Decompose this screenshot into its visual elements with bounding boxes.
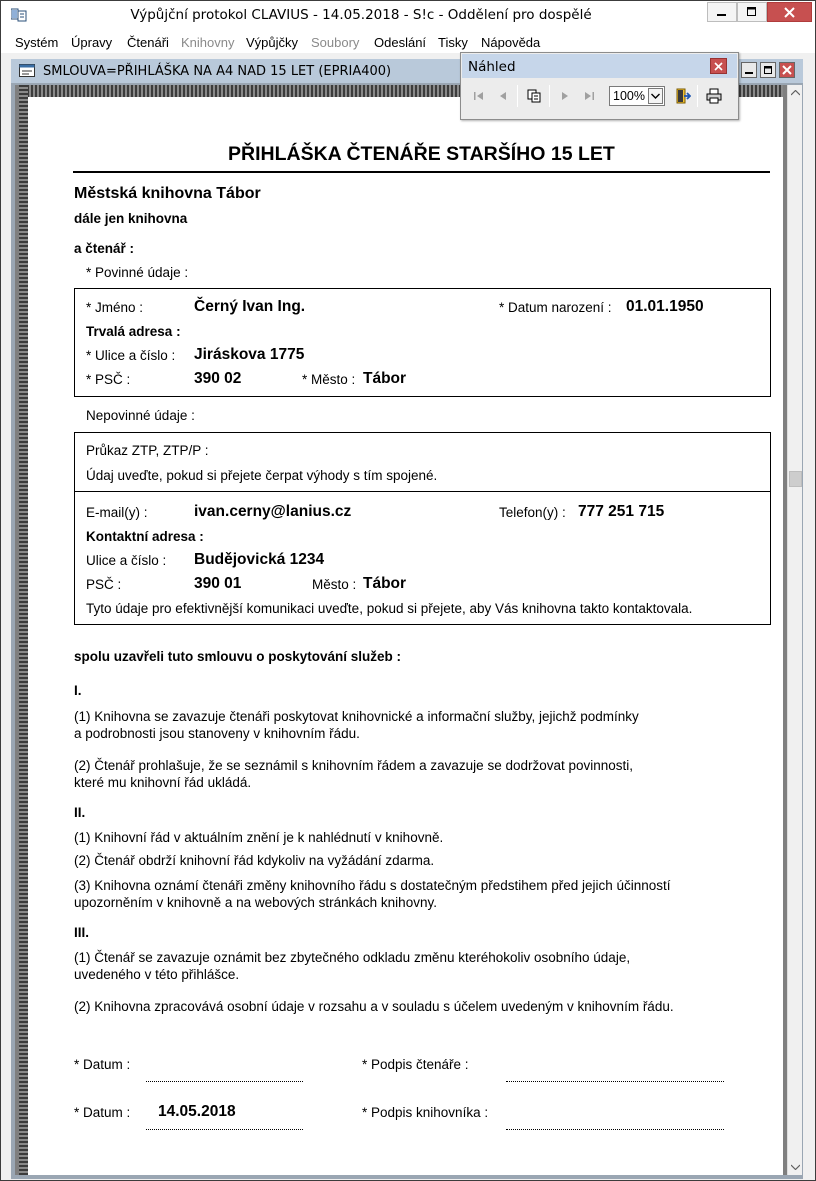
optional-heading: Nepovinné údaje :	[86, 408, 195, 423]
document-title: PŘIHLÁŠKA ČTENÁŘE STARŠÍHO 15 LET	[228, 143, 615, 165]
section3-p2: (2) Knihovna zpracovává osobní údaje v rozsahu a v souladu s účelem uvedeným v knihovním řádu.	[74, 999, 674, 1014]
zip-value: 390 02	[194, 370, 242, 387]
zoom-dropdown-button[interactable]	[648, 88, 663, 104]
chevron-down-icon	[791, 1164, 800, 1170]
close-icon	[780, 63, 794, 77]
print-icon	[706, 88, 722, 104]
library-alias: dále jen knihovna	[74, 211, 188, 226]
next-page-icon	[559, 90, 571, 102]
chevron-down-icon	[651, 93, 660, 99]
menu-napoveda[interactable]: Nápověda	[481, 35, 541, 50]
chevron-up-icon	[791, 90, 800, 96]
minimize-icon	[708, 3, 736, 21]
ztp-note: Údaj uveďte, pokud si přejete čerpat výhody s tím spojené.	[86, 468, 438, 483]
menu-knihovny[interactable]: Knihovny	[181, 35, 235, 50]
next-page-button[interactable]	[555, 86, 575, 106]
title-bar	[1, 1, 815, 31]
date2-value: 14.05.2018	[158, 1103, 236, 1120]
section3-heading: III.	[74, 925, 90, 940]
report-child-window	[11, 59, 803, 1179]
first-page-icon	[473, 90, 485, 102]
contact-street-label: Ulice a číslo :	[86, 553, 167, 568]
name-value: Černý Ivan Ing.	[194, 298, 306, 315]
print-button[interactable]	[704, 86, 724, 106]
first-page-button[interactable]	[469, 86, 489, 106]
reader-intro: a čtenář :	[74, 241, 135, 256]
zoom-value: 100%	[613, 89, 645, 103]
reader-signature-line	[506, 1081, 724, 1082]
child-close-button[interactable]	[779, 62, 795, 78]
toolbar-separator	[697, 85, 698, 107]
email-value: ivan.cerny@lanius.cz	[194, 503, 352, 520]
close-icon	[714, 62, 723, 71]
zip-label: * PSČ :	[86, 372, 131, 387]
window-title: Výpůjční protokol CLAVIUS - 14.05.2018 - S!c - Oddělení pro dospělé	[130, 7, 592, 23]
document	[28, 97, 783, 1175]
contact-zip-label: PSČ :	[86, 577, 122, 592]
contact-city-label: Město :	[312, 577, 357, 592]
city-value: Tábor	[363, 370, 407, 387]
permanent-address-label: Trvalá adresa :	[86, 324, 181, 339]
menu-bar	[1, 31, 815, 53]
preview-page	[28, 97, 783, 1175]
maximize-icon	[738, 3, 766, 21]
close-icon	[768, 3, 811, 21]
child-window-title: SMLOUVA=PŘIHLÁŠKA NA A4 NAD 15 LET (EPRIA400)	[43, 64, 392, 79]
section1-p2-line2: které mu knihovní řád ukládá.	[74, 775, 252, 790]
preview-toolbar-title: Náhled	[468, 59, 516, 75]
section2-p2: (2) Čtenář obdrží knihovní řád kdykoliv na vyžádání zdarma.	[74, 853, 435, 868]
menu-system[interactable]: Systém	[15, 35, 59, 50]
page-shadow	[19, 85, 28, 1175]
street-value: Jiráskova 1775	[194, 346, 305, 363]
menu-soubory[interactable]: Soubory	[311, 35, 360, 50]
section1-heading: I.	[74, 683, 82, 698]
toolbar-separator	[517, 85, 518, 107]
prev-page-button[interactable]	[493, 86, 513, 106]
menu-ctenari[interactable]: Čtenáři	[127, 35, 169, 50]
copy-pages-button[interactable]	[524, 86, 544, 106]
prev-page-icon	[497, 90, 509, 102]
ztp-label: Průkaz ZTP, ZTP/P :	[86, 443, 209, 458]
name-label: * Jméno :	[86, 300, 144, 315]
librarian-signature-line	[506, 1129, 724, 1130]
phone-label: Telefon(y) :	[499, 505, 566, 520]
date2-label: * Datum :	[74, 1105, 131, 1120]
section3-p1-line1: (1) Čtenář se zavazuje oznámit bez zbytečného odkladu změnu kteréhokoliv osobního údaje,	[74, 950, 631, 965]
print-preview-area	[15, 85, 799, 1175]
city-label: * Město :	[302, 372, 356, 387]
zoom-select[interactable]	[609, 86, 665, 106]
copy-pages-icon	[527, 89, 541, 103]
minimize-icon	[742, 63, 756, 77]
last-page-button[interactable]	[579, 86, 599, 106]
library-name: Městská knihovna Tábor	[74, 185, 261, 202]
toolbar-separator	[549, 85, 550, 107]
section1-p2-line1: (2) Čtenář prohlašuje, že se seznámil s knihovním řádem a zavazuje se dodržovat povinnosti,	[74, 758, 634, 773]
section3-p1-line2: uvedeného v této přihlášce.	[74, 967, 240, 982]
preview-toolbar-close-button[interactable]	[710, 58, 727, 74]
minimize-button[interactable]	[707, 2, 737, 22]
contact-address-label: Kontaktní adresa :	[86, 529, 204, 544]
preview-toolbar-title-bar[interactable]	[462, 54, 737, 78]
librarian-signature-label: * Podpis knihovníka :	[362, 1105, 489, 1120]
date-label: * Datum :	[74, 1057, 131, 1072]
email-label: E-mail(y) :	[86, 505, 148, 520]
preview-toolbar	[460, 52, 739, 120]
title-underline	[73, 171, 770, 173]
last-page-icon	[583, 90, 595, 102]
date2-signature-line	[146, 1129, 303, 1130]
section1-p1-line2: a podrobnosti jsou stanoveny v knihovním řádu.	[74, 726, 360, 741]
child-maximize-button[interactable]	[760, 62, 776, 78]
street-label: * Ulice a číslo :	[86, 348, 176, 363]
section2-heading: II.	[74, 805, 86, 820]
menu-upravy[interactable]: Úpravy	[71, 35, 113, 50]
menu-odeslani[interactable]: Odeslání	[374, 35, 427, 50]
birth-value: 01.01.1950	[626, 298, 704, 315]
contact-city-value: Tábor	[363, 575, 407, 592]
contact-street-value: Budějovická 1234	[194, 551, 325, 568]
reader-signature-label: * Podpis čtenáře :	[362, 1057, 469, 1072]
section2-p3-line2: upozorněním v knihovně a na webových stránkách knihovny.	[74, 895, 437, 910]
scroll-thumb[interactable]	[789, 471, 802, 487]
child-minimize-button[interactable]	[741, 62, 757, 78]
vertical-scrollbar[interactable]	[787, 85, 802, 1175]
report-icon[interactable]	[19, 64, 37, 78]
exit-preview-button[interactable]	[673, 86, 693, 106]
scroll-down-button[interactable]	[788, 1159, 803, 1175]
exit-icon	[675, 88, 691, 104]
maximize-button[interactable]	[737, 2, 767, 22]
section1-p1-line1: (1) Knihovna se zavazuje čtenáři poskytovat knihovnické a informační služby, jejichž podmínky	[74, 709, 639, 724]
agreement-intro: spolu uzavřeli tuto smlouvu o poskytování služeb :	[74, 649, 402, 664]
maximize-icon	[761, 63, 775, 77]
mandatory-heading: * Povinné údaje :	[86, 265, 189, 280]
section2-p3-line1: (3) Knihovna oznámí čtenáři změny knihovního řádu s dostatečným předstihem před jejich účinností	[74, 878, 671, 893]
scroll-up-button[interactable]	[788, 85, 803, 101]
close-button[interactable]	[767, 2, 812, 22]
contact-zip-value: 390 01	[194, 575, 242, 592]
contact-note: Tyto údaje pro efektivnější komunikaci uveďte, pokud si přejete, aby Vás knihovna takto kontaktovala.	[86, 601, 693, 616]
phone-value: 777 251 715	[578, 503, 665, 520]
box-divider	[74, 491, 771, 492]
section2-p1: (1) Knihovní řád v aktuálním znění je k nahlédnutí v knihovně.	[74, 830, 444, 845]
birth-label: * Datum narození :	[499, 300, 612, 315]
date-signature-line	[146, 1081, 303, 1082]
menu-vypujcky[interactable]: Výpůjčky	[246, 35, 299, 50]
menu-tisky[interactable]: Tisky	[438, 35, 468, 50]
